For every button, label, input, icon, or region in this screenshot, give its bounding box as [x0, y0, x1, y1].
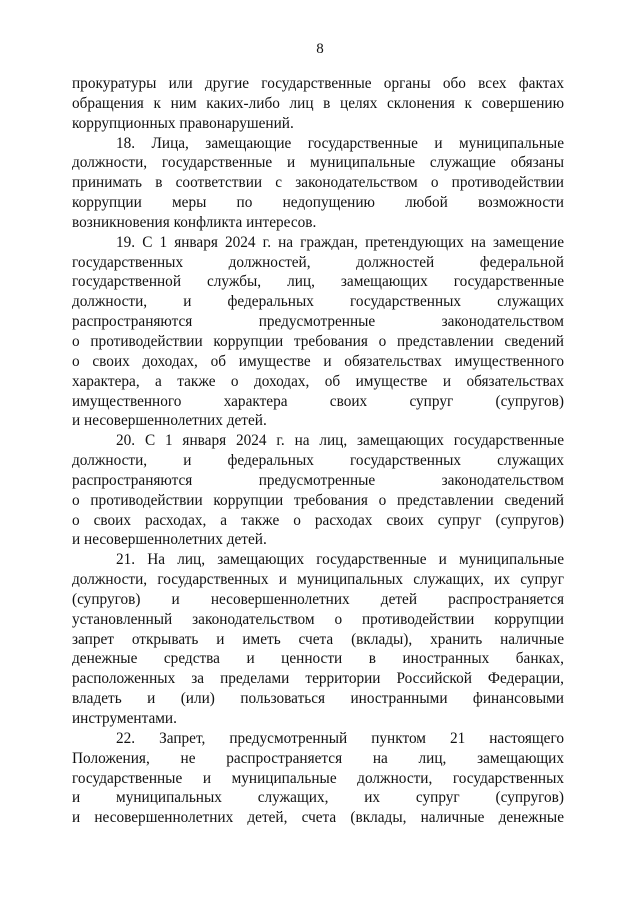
text-line: характера, а также о доходах, об имуществе и обязательствах — [72, 372, 564, 390]
paragraph-continuation — [72, 74, 564, 134]
text-line: и муниципальных служащих, их супруг (супругов) — [72, 789, 564, 807]
text-line: имущественного характера своих супруг (супругов) — [72, 392, 564, 410]
text-line: и несовершеннолетних детей. — [72, 412, 267, 430]
text-line: Положения, не распространяется на лиц, замещающих — [72, 749, 564, 767]
paragraph-item-20 — [72, 431, 564, 550]
text-line: денежные средства и ценности в иностранных банках, — [72, 650, 564, 668]
text-line: 21. На лиц, замещающих государственные и муниципальные — [116, 551, 564, 569]
text-line: коррупции меры по недопущению любой возможности — [72, 194, 564, 212]
text-line: 19. С 1 января 2024 г. на граждан, претендующих на замещение — [116, 233, 564, 251]
text-line: и несовершеннолетних детей. — [72, 531, 267, 549]
paragraph-item-19 — [72, 233, 564, 431]
text-line: должности, государственных и муниципальных служащих, их супруг — [72, 571, 564, 589]
text-line: и несовершеннолетних детей, счета (вклады, наличные денежные — [72, 809, 564, 827]
text-line: принимать в соответствии с законодательством о противодействии — [72, 174, 564, 192]
text-line: должности, и федеральных государственных служащих — [72, 293, 564, 311]
text-line: владеть и (или) пользоваться иностранными финансовыми — [72, 690, 564, 708]
paragraph-item-22 — [72, 729, 564, 828]
text-line: должности, и федеральных государственных служащих — [72, 452, 564, 470]
text-line: установленный законодательством о противодействии коррупции — [72, 610, 564, 628]
text-line: коррупционных правонарушений. — [72, 114, 294, 132]
text-line: расположенных за пределами территории Российской Федерации, — [72, 670, 564, 688]
text-line: возникновения конфликта интересов. — [72, 213, 317, 231]
text-line: запрет открывать и иметь счета (вклады), хранить наличные — [72, 630, 564, 648]
text-line: прокуратуры или другие государственные органы обо всех фактах — [72, 75, 564, 92]
paragraph-item-21 — [72, 550, 564, 729]
text-line: должности, государственные и муниципальные служащие обязаны — [72, 154, 564, 172]
text-line: инструментами. — [72, 710, 177, 727]
text-line: 20. С 1 января 2024 г. на лиц, замещающих государственные — [116, 432, 564, 450]
text-line: обращения к ним каких-либо лиц в целях склонения к совершению — [72, 94, 564, 112]
text-line: о своих доходах, об имуществе и обязательствах имущественного — [72, 352, 564, 370]
text-line: 22. Запрет, предусмотренный пунктом 21 настоящего — [116, 729, 564, 747]
text-line: государственной службы, лиц, замещающих государственные — [72, 273, 564, 291]
text-line: о противодействии коррупции требования о представлении сведений — [72, 332, 564, 350]
text-line: распространяются предусмотренные законодательством — [72, 313, 564, 331]
page-number: 8 — [316, 41, 324, 57]
text-line: о своих расходах, а также о расходах своих супруг (супругов) — [72, 511, 564, 529]
text-line: о противодействии коррупции требования о представлении сведений — [72, 491, 564, 509]
text-line: распространяются предусмотренные законодательством — [72, 471, 564, 489]
text-line: 18. Лица, замещающие государственные и муниципальные — [116, 134, 564, 152]
text-line: государственные и муниципальные должности, государственных — [72, 769, 564, 787]
paragraph-item-18 — [72, 134, 564, 233]
text-line: государственных должностей, должностей федеральной — [72, 253, 564, 271]
document-body — [72, 74, 564, 828]
text-line: (супругов) и несовершеннолетних детей распространяется — [72, 590, 564, 608]
